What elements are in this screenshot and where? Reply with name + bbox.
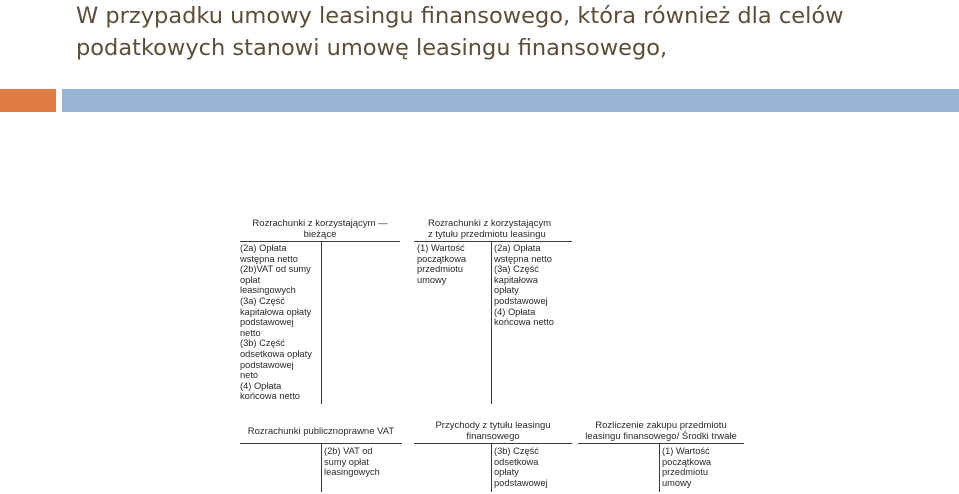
accent-bar-blue xyxy=(62,89,959,112)
t-account-debit: (2a) Opłata wstępna netto (2b)VAT od sumy opłat leasingowych (3a) Część kapitałowa opłaty podstawowej netto (3b) Część odsetkowa opłaty podstawowej neto (4) Opłata końcowa netto xyxy=(240,243,312,402)
t-account-horizontal-line xyxy=(240,241,400,242)
t-account-vertical-line xyxy=(491,443,492,492)
t-account-credit: (2a) Opłata wstępna netto (3a) Część kapitałowa opłaty podstawowej (4) Opłata końcowa netto xyxy=(494,243,554,328)
t-account-vertical-line xyxy=(491,241,492,404)
t-account-title: Rozrachunki publicznoprawne VAT xyxy=(247,426,395,437)
t-account-horizontal-line xyxy=(414,241,572,242)
accent-bar-orange xyxy=(0,89,56,112)
t-account-credit: (3b) Część odsetkowa opłaty podstawowej xyxy=(494,446,548,488)
t-account-vertical-line xyxy=(659,443,660,492)
t-account-title: Rozliczenie zakupu przedmiotu leasingu finansowego/ Środki trwałe xyxy=(585,420,737,442)
t-account-title: Przychody z tytułu leasingu finansowego xyxy=(435,420,551,442)
t-account-title: Rozrachunki z korzystającym — bieżące xyxy=(252,218,388,240)
t-account-credit: (2b) VAT od sumy opłat leasingowych xyxy=(324,446,380,478)
t-account-horizontal-line xyxy=(414,443,572,444)
t-account-debit: (1) Wartość początkowa przedmiotu umowy xyxy=(417,243,467,285)
slide-title-line-2: podatkowych stanowi umowę leasingu finansowego, xyxy=(76,35,668,61)
t-account-vertical-line xyxy=(321,443,322,492)
t-account-title: Rozrachunki z korzystającym z tytułu przedmiotu leasingu xyxy=(428,218,552,240)
slide-title-line-1: W przypadku umowy leasingu finansowego, która również dla celów xyxy=(76,3,844,29)
t-account-horizontal-line xyxy=(578,443,744,444)
slide-title xyxy=(76,0,946,64)
t-account-credit: (1) Wartość początkowa przedmiotu umowy xyxy=(662,446,712,488)
